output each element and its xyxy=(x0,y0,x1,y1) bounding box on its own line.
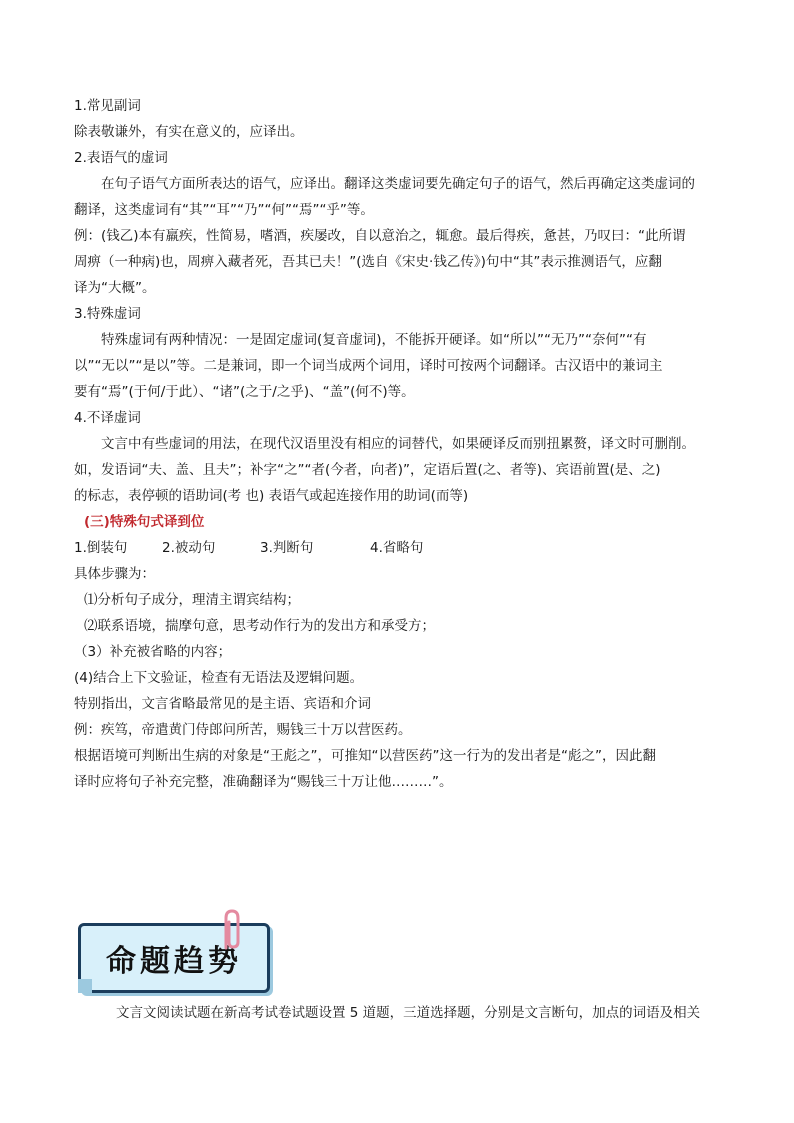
paragraph-line: 例：(钱乙)本有羸疾，性简易，嗜酒，疾屡改，自以意治之，辄愈。最后得疾，惫甚，乃叹曰：“此所谓 xyxy=(74,228,686,244)
paragraph-line: 周痹（一种病)也，周痹入藏者死，吾其已夫！”(选自《宋史·钱乙传》)句中“其”表示推测语气，应翻 xyxy=(74,254,662,270)
banner-title: 命题趋势 xyxy=(106,944,242,979)
note-line: 译时应将句子补充完整，准确翻译为“赐钱三十万让他………”。 xyxy=(74,774,453,790)
paragraph-line: 译为“大概”。 xyxy=(74,280,156,296)
section-heading-special-sentences: (三)特殊句式译到位 xyxy=(84,514,205,530)
section-heading-adverbs: 1.常见副词 xyxy=(74,98,141,114)
paragraph-line: 特殊虚词有两种情况：一是固定虚词(复音虚词)，不能拆开硬译。如“所以”“无乃”“奈何”“有 xyxy=(101,332,647,348)
paragraph-line: 翻译，这类虚词有“其”“耳”“乃”“何”“焉”“乎”等。 xyxy=(74,202,374,218)
paragraph-line: 如，发语词“夫、盖、且夫”；补字“之”“者(今者，向者)”，定语后置(之、者等)、宾语前置(是、之) xyxy=(74,462,661,478)
paperclip-icon xyxy=(218,908,242,952)
step-item: ⑵联系语境，揣摩句意，思考动作行为的发出方和承受方； xyxy=(84,618,435,634)
step-item: (4)结合上下文验证，检查有无语法及逻辑问题。 xyxy=(74,670,364,686)
section-heading-mood-particles: 2.表语气的虚词 xyxy=(74,150,168,166)
sentence-type-item: 4.省略句 xyxy=(370,540,424,556)
sentence-type-list xyxy=(74,535,722,561)
paragraph-line: 在句子语气方面所表达的语气，应译出。翻译这类虚词要先确定句子的语气，然后再确定这类虚词的 xyxy=(101,176,695,192)
note-line: 根据语境可判断出生病的对象是“王彪之”，可推知“以营医药”这一行为的发出者是“彪之”，因此翻 xyxy=(74,748,656,764)
step-item: ⑴分析句子成分，理清主谓宾结构； xyxy=(84,592,300,608)
paragraph-line: 的标志，表停顿的语助词(考 也) 表语气或起连接作用的助词(而等) xyxy=(74,488,469,504)
paragraph-line: 要有“焉”(于何/于此）、“诸”(之于/之乎)、“盖”(何不)等。 xyxy=(74,384,415,400)
trend-paragraph xyxy=(74,1000,722,1026)
sentence-type-item: 3.判断句 xyxy=(260,540,314,556)
steps-intro: 具体步骤为： xyxy=(74,566,155,582)
paragraph-line: 以”“无以”“是以”等。二是兼词，即一个词当成两个词用，译时可按两个词翻译。古汉语中的兼词主 xyxy=(74,358,663,374)
document-body xyxy=(74,93,722,795)
paragraph-line: 文言文阅读试题在新高考试卷试题设置 5 道题，三道选择题，分别是文言断句，加点的词语及相关 xyxy=(116,1005,701,1021)
example-line: 例：疾笃，帝遣黄门侍郎问所苦，赐钱三十万以营医药。 xyxy=(74,722,412,738)
sentence-type-item: 2.被动句 xyxy=(162,540,216,556)
step-item: （3）补充被省略的内容； xyxy=(74,644,232,660)
section-heading-untranslated-particles: 4.不译虚词 xyxy=(74,410,141,426)
section-heading-special-particles: 3.特殊虚词 xyxy=(74,306,141,322)
sentence-type-item: 1.倒装句 xyxy=(74,540,128,556)
paragraph-line: 文言中有些虚词的用法，在现代汉语里没有相应的词替代，如果硬译反而别扭累赘，译文时可删削。 xyxy=(101,436,695,452)
note-line: 特别指出，文言省略最常见的是主语、宾语和介词 xyxy=(74,696,371,712)
paragraph-adverbs: 除表敬谦外，有实在意义的，应译出。 xyxy=(74,124,304,140)
